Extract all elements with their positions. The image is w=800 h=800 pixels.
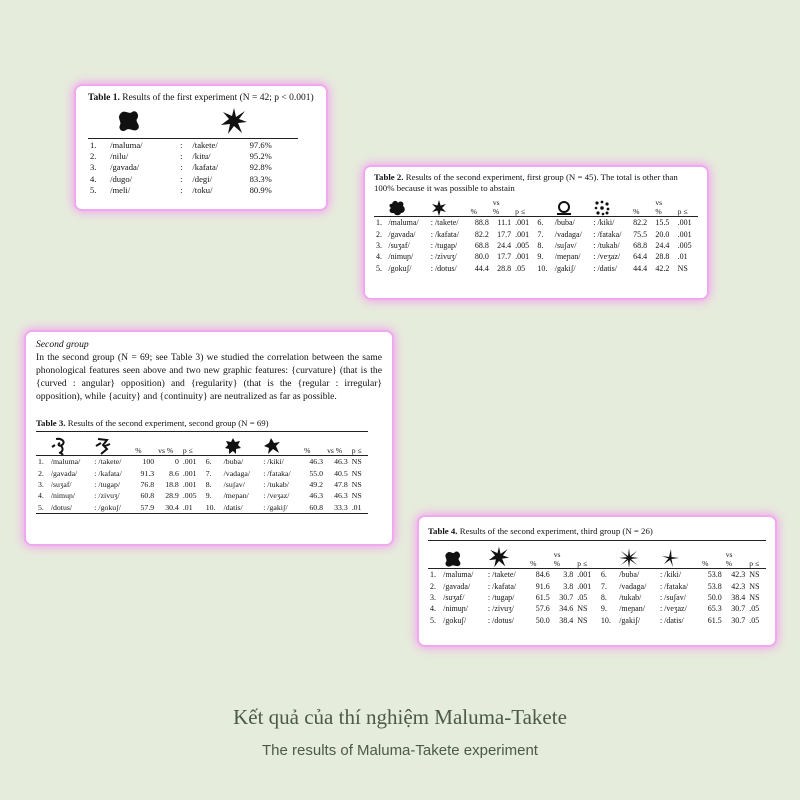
table-cell: : /fataka/	[593, 229, 622, 239]
table-cell: 18.8	[165, 479, 179, 489]
table-cell: NS	[749, 592, 760, 602]
table-cell: /vadaga/	[554, 229, 582, 239]
table-cell: 64.4	[633, 252, 648, 262]
table-cell: 42.3	[731, 570, 746, 580]
table-cell: :	[180, 173, 183, 184]
table-cell: : /suʃav/	[659, 592, 686, 602]
table-row	[88, 173, 298, 184]
angular-curly-shape-icon	[94, 437, 112, 455]
table-cell: 5.	[38, 502, 44, 512]
table-row	[36, 456, 368, 468]
table-cell: 7.	[537, 229, 544, 239]
table-cell: /gakiʃ/	[619, 615, 641, 625]
table-cell: : /gokuʃ/	[94, 502, 121, 512]
table-cell: 60.8	[309, 502, 324, 512]
table-cell: .01	[182, 502, 193, 512]
table-cell: 34.6	[559, 604, 574, 614]
table-cell: /vadaga/	[619, 581, 647, 591]
table-cell: 8.	[205, 479, 212, 489]
table-cell: /meli/	[110, 185, 131, 196]
table-cell: 47.8	[334, 479, 348, 489]
table-cell: 17.7	[497, 229, 512, 239]
table-cell: 88.8	[474, 218, 489, 228]
table-cell: 100	[142, 457, 155, 467]
table-cell: 65.3	[707, 604, 722, 614]
table-cell: 82.2	[633, 218, 648, 228]
table-cell: 28.9	[165, 491, 179, 501]
table1	[88, 138, 298, 196]
dotted-shape-icon	[593, 200, 611, 216]
table-cell: /kitu/	[192, 151, 211, 162]
table-cell: 46.3	[334, 457, 348, 467]
table-cell: .05	[515, 263, 526, 273]
table-cell: .01	[351, 502, 362, 512]
table-cell: 95.2%	[249, 151, 272, 162]
table-cell: 8.	[537, 240, 544, 250]
table-cell: .05	[749, 615, 760, 625]
table-cell: .001	[515, 229, 530, 239]
table-cell: /suʒaf/	[388, 240, 410, 250]
table-cell: NS	[577, 604, 588, 614]
table-cell: 6.	[537, 218, 544, 228]
table2-header: % vs % p ≤ % vs % p ≤	[374, 198, 698, 217]
table-cell: NS	[577, 615, 588, 625]
irregular-star-shape-icon	[263, 437, 281, 455]
table-cell: : /datis/	[593, 263, 617, 273]
table-cell: 53.8	[707, 581, 722, 591]
table-cell: .05	[749, 604, 760, 614]
table-row	[88, 150, 298, 161]
table-cell: :	[180, 162, 183, 173]
table-cell: /toku/	[192, 185, 213, 196]
table-row	[428, 615, 766, 626]
table-cell: 75.5	[633, 229, 648, 239]
table-cell: : /zivuʒ/	[94, 491, 120, 501]
table-cell: 1.	[90, 139, 97, 150]
table-cell: 1.	[430, 570, 436, 580]
table-cell: /buba/	[619, 570, 640, 580]
table-cell: 4.	[376, 252, 382, 262]
table1-shapes	[88, 104, 314, 138]
table-cell: 83.3%	[249, 173, 272, 184]
table-cell: 2.	[90, 151, 97, 162]
table-cell: 6.	[600, 570, 607, 580]
table-cell: : /tugap/	[94, 479, 121, 489]
table4-header: % vs % p ≤ % vs % p ≤	[428, 541, 766, 569]
table-cell: : /dotus/	[487, 615, 514, 625]
table-row	[374, 217, 698, 229]
table-cell: 97.6%	[249, 139, 272, 150]
table4-card	[419, 517, 775, 645]
caption-vietnamese: Kết quả của thí nghiệm Maluma-Takete	[233, 705, 567, 729]
table-row	[36, 502, 368, 514]
table-cell: 57.9	[140, 502, 155, 512]
table-cell: /buba/	[223, 457, 244, 467]
table-cell: : /takete/	[487, 570, 516, 580]
table-row	[374, 251, 698, 262]
table-cell: 42.3	[731, 581, 746, 591]
table-cell: 68.8	[633, 240, 648, 250]
table-cell: : /datis/	[659, 615, 684, 625]
table-cell: 50.0	[535, 615, 550, 625]
table-cell: 68.8	[474, 240, 489, 250]
table-row	[374, 240, 698, 251]
table-cell: 28.8	[655, 252, 670, 262]
table-cell: /kafata/	[192, 162, 219, 173]
table-cell: 9.	[205, 491, 212, 501]
table-cell: :	[180, 185, 183, 196]
table1-card	[76, 86, 326, 209]
table-cell: 3.	[38, 479, 44, 489]
table-cell: /maluma/	[50, 457, 81, 467]
table-cell: 60.8	[140, 491, 155, 501]
table-cell: NS	[677, 263, 688, 273]
table3-header: % vs % p ≤ % vs % p ≤	[36, 432, 368, 456]
table-cell: .001	[515, 218, 530, 228]
table-cell: /degi/	[192, 173, 212, 184]
table-cell: 49.2	[309, 479, 324, 489]
table3-caption: Table 3. Results of the second experiment, second group (N = 69)	[36, 418, 269, 428]
table-cell: 57.6	[535, 604, 550, 614]
table-cell: : /dotus/	[430, 263, 457, 273]
table-cell: .001	[182, 457, 197, 467]
table-cell: /meɲan/	[554, 252, 581, 262]
table-row	[428, 580, 766, 591]
table-cell: .001	[677, 218, 692, 228]
table-row	[36, 467, 368, 478]
table-row	[374, 228, 698, 239]
table-cell: : /fataka/	[263, 468, 291, 478]
table-cell: :	[180, 151, 183, 162]
table-cell: .005	[677, 240, 692, 250]
table-cell: 28.8	[497, 263, 512, 273]
table3-card	[26, 332, 392, 544]
second-group-heading: Second group	[36, 339, 89, 350]
table-cell: .001	[182, 479, 197, 489]
table-cell: 24.4	[497, 240, 512, 250]
table-row	[88, 139, 298, 151]
table-cell: /nimuɲ/	[50, 491, 76, 501]
blob-shape-icon	[116, 109, 142, 133]
table-cell: 10.	[205, 502, 216, 512]
table-cell: .05	[577, 592, 588, 602]
table-cell: : /veʒaz/	[659, 604, 687, 614]
blob-shape-icon	[443, 550, 463, 568]
table-cell: : /kafata/	[94, 468, 122, 478]
table-cell: : /tukab/	[593, 240, 620, 250]
spiky-shape-icon	[488, 546, 510, 568]
table-cell: /gokuʃ/	[388, 263, 412, 273]
table-cell: NS	[351, 468, 362, 478]
table-cell: 50.0	[707, 592, 722, 602]
table-cell: 2.	[38, 468, 44, 478]
table-cell: : /kiki/	[593, 218, 615, 228]
table-cell: /suʒaf/	[443, 592, 465, 602]
table-cell: 20.0	[655, 229, 670, 239]
table-cell: NS	[749, 581, 760, 591]
star-shape-icon	[431, 200, 447, 216]
table-cell: 80.9%	[249, 185, 272, 196]
table-cell: 1.	[376, 218, 382, 228]
table-cell: .001	[515, 252, 530, 262]
table-cell: 7.	[205, 468, 212, 478]
table-cell: 33.3	[334, 502, 348, 512]
curly-shape-icon	[51, 437, 69, 455]
table-cell: 80.0	[474, 252, 489, 262]
table-cell: : /tukab/	[263, 479, 289, 489]
table-cell: /suʃav/	[554, 240, 577, 250]
table-cell: /maluma/	[110, 139, 143, 150]
table-cell: /meɲan/	[223, 491, 249, 501]
table-cell: .001	[182, 468, 197, 478]
table-cell: 6.	[205, 457, 212, 467]
table-cell: 17.7	[497, 252, 512, 262]
table-cell: /dugo/	[110, 173, 133, 184]
table-cell: 30.4	[165, 502, 179, 512]
table-cell: : /takete/	[94, 457, 122, 467]
table-cell: 5.	[430, 615, 436, 625]
table-cell: 24.4	[655, 240, 670, 250]
table-cell: :	[180, 139, 183, 150]
table-cell: /gakiʃ/	[554, 263, 576, 273]
table-cell: /suʒaf/	[50, 479, 72, 489]
burst-shape-icon	[619, 548, 639, 568]
table-cell: 46.3	[309, 491, 324, 501]
table-cell: 4.	[38, 491, 44, 501]
table-cell: 38.4	[559, 615, 574, 625]
table-cell: 46.3	[334, 491, 348, 501]
table-cell: 42.2	[655, 263, 670, 273]
table-cell: .01	[677, 252, 688, 262]
table-cell: .001	[677, 229, 692, 239]
table-cell: 3.	[90, 162, 97, 173]
table-cell: 40.5	[334, 468, 348, 478]
table-cell: NS	[351, 479, 362, 489]
table-cell: 91.6	[535, 581, 550, 591]
table-cell: 9.	[537, 252, 544, 262]
table-cell: /datis/	[223, 502, 243, 512]
table-cell: 84.6	[535, 570, 550, 580]
table4-caption: Table 4. Results of the second experiment, third group (N = 26)	[428, 526, 653, 536]
table-cell: 3.	[430, 592, 436, 602]
table-cell: NS	[749, 570, 760, 580]
table-row	[428, 603, 766, 614]
table-cell: /gavada/	[50, 468, 78, 478]
table-cell: 3.8	[563, 581, 574, 591]
table-cell: 92.8%	[249, 162, 272, 173]
table-cell: /gavada/	[388, 229, 416, 239]
table-cell: 5.	[90, 185, 97, 196]
table-cell: : /gakiʃ/	[263, 502, 288, 512]
table-cell: : /fataka/	[659, 581, 689, 591]
table-row	[374, 263, 698, 274]
table-cell: NS	[351, 491, 362, 501]
table-cell: 44.4	[633, 263, 648, 273]
second-group-paragraph: In the second group (N = 69; see Table 3) we studied the correlation between the same phonological features seen above and two new graphic features: {curvature} (that is the {curved : angular} opposition) and {regularity} (that is the {regular : irregular} opposition), while {acuity} and {continuity} are neutralized as far as possible.	[36, 352, 382, 402]
table-cell: 30.7	[731, 604, 746, 614]
ring-shape-icon	[555, 200, 573, 216]
table-cell: .005	[182, 491, 197, 501]
table-cell: : /zivuʒ/	[487, 604, 514, 614]
table-cell: .001	[577, 581, 592, 591]
table2	[374, 198, 698, 274]
table-cell: 10.	[600, 615, 611, 625]
table-cell: : /veʒaz/	[593, 252, 621, 262]
table-cell: 61.5	[535, 592, 550, 602]
table-cell: 82.2	[474, 229, 489, 239]
table-cell: 9.	[600, 604, 607, 614]
table-cell: : /veʒaz/	[263, 491, 290, 501]
table-cell: 38.4	[731, 592, 746, 602]
table-cell: /takete/	[192, 139, 218, 150]
table-cell: /dotus/	[50, 502, 73, 512]
table-row	[88, 162, 298, 173]
table-cell: 8.	[600, 592, 607, 602]
thin-star-shape-icon	[660, 548, 680, 568]
table-cell: /buba/	[554, 218, 575, 228]
table-cell: 61.5	[707, 615, 722, 625]
table-cell: 3.	[376, 240, 382, 250]
spiky-shape-icon	[220, 107, 248, 135]
table-cell: : /kiki/	[263, 457, 284, 467]
table-cell: 46.3	[309, 457, 324, 467]
table-cell: /tukab/	[619, 592, 642, 602]
table-cell: 30.7	[731, 615, 746, 625]
table-cell: NS	[351, 457, 362, 467]
table-cell: /meɲan/	[619, 604, 645, 614]
table-cell: 1.	[38, 457, 44, 467]
table-cell: 53.8	[707, 570, 722, 580]
table-cell: 3.8	[563, 570, 574, 580]
table-cell: 76.8	[140, 479, 155, 489]
table-cell: : /kafata/	[487, 581, 517, 591]
table-cell: 4.	[90, 173, 97, 184]
table-cell: 2.	[376, 229, 382, 239]
table-row	[36, 490, 368, 501]
table-row	[88, 185, 298, 196]
table-cell: 7.	[600, 581, 607, 591]
table-cell: : /takete/	[430, 218, 459, 228]
table-cell: /suʃav/	[223, 479, 245, 489]
table1-caption: Table 1. Results of the first experiment (N = 42; p < 0.001)	[88, 93, 314, 103]
table-cell: 10.	[537, 263, 548, 273]
table-cell: /gavada/	[443, 581, 471, 591]
table-cell: .005	[515, 240, 530, 250]
table-cell: 4.	[430, 604, 436, 614]
table2-caption: Table 2. Results of the second experiment, first group (N = 45). The total is other than 100% because it was possible to abstain	[374, 172, 678, 193]
table-cell: /nimuɲ/	[388, 252, 414, 262]
table-cell: 44.4	[474, 263, 489, 273]
table-cell: : /zivuʒ/	[430, 252, 457, 262]
table-cell: .001	[577, 570, 592, 580]
table-cell: : /kiki/	[659, 570, 682, 580]
table-cell: : /kafata/	[430, 229, 459, 239]
regular-star-shape-icon	[224, 437, 242, 455]
table-cell: 15.5	[655, 218, 670, 228]
table-row	[428, 592, 766, 603]
table-cell: /gavada/	[110, 162, 140, 173]
table-cell: 55.0	[309, 468, 324, 478]
table-cell: /maluma/	[388, 218, 419, 228]
table-cell: /vadaga/	[223, 468, 251, 478]
table-cell: 0	[174, 457, 179, 467]
table-row	[428, 569, 766, 581]
table-cell: 5.	[376, 263, 382, 273]
table3	[36, 431, 368, 514]
table-cell: 8.6	[169, 468, 179, 478]
table-cell: /nimuɲ/	[443, 604, 468, 614]
caption-english: The results of Maluma-Takete experiment	[262, 742, 538, 759]
table-row	[36, 479, 368, 490]
table-cell: /maluma/	[443, 570, 474, 580]
table-cell: /gokuʃ/	[443, 615, 467, 625]
table-cell: 30.7	[559, 592, 574, 602]
table-cell: /nilu/	[110, 151, 129, 162]
table-cell: : /tugap/	[487, 592, 515, 602]
table-cell: : /tugap/	[430, 240, 458, 250]
table4	[428, 540, 766, 626]
table-cell: 2.	[430, 581, 436, 591]
cloud-shape-icon	[388, 200, 406, 216]
table-cell: 11.1	[497, 218, 512, 228]
table2-card	[365, 167, 707, 298]
table-cell: 91.3	[140, 468, 155, 478]
